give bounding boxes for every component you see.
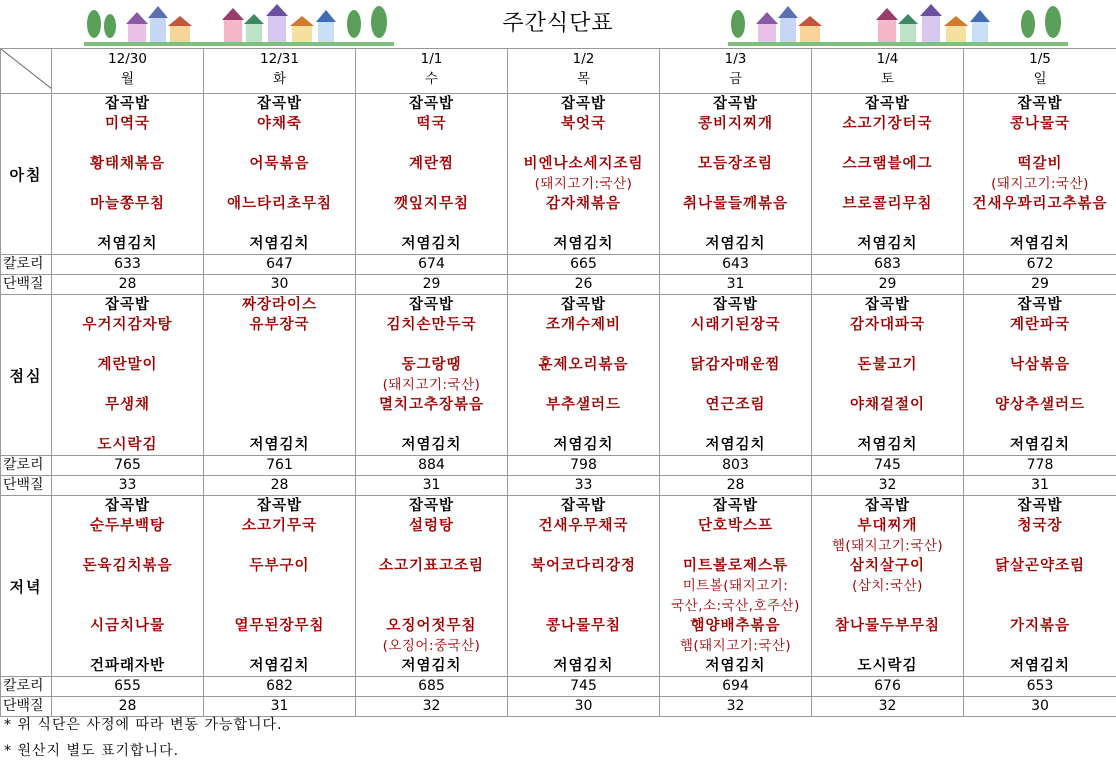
dish-item: 야채죽 [256, 116, 303, 132]
dish-item: 부대찌개 [857, 518, 918, 534]
dish-item: 저염김치 [553, 236, 614, 252]
calorie-value: 647 [204, 255, 356, 275]
dish-item [660, 335, 811, 355]
menu-cell [204, 496, 356, 677]
dish-item: 조개수제비 [545, 317, 622, 333]
dish-item: 소고기표고조림 [378, 558, 485, 574]
dish-item: 멸치고추장볶음 [378, 397, 485, 413]
calorie-value: 653 [964, 677, 1116, 697]
dish-item: 오징어젓무침 [386, 618, 477, 634]
dish-item [508, 596, 659, 616]
day-date: 12/31 [260, 51, 299, 67]
dish-item [660, 134, 811, 154]
dish-item: 취나물들깨볶음 [682, 196, 789, 212]
calorie-value: 683 [812, 255, 964, 275]
dish-item [508, 636, 659, 656]
dish-item: 도시락김 [857, 658, 918, 674]
calorie-row [1, 255, 1116, 275]
menu-cell [356, 295, 508, 456]
protein-label: 단백질 [1, 697, 52, 717]
dish-item: 야채겉절이 [849, 397, 926, 413]
day-weekday: 토 [880, 71, 895, 87]
dish-item: 잡곡밥 [560, 498, 607, 514]
day-weekday: 금 [728, 71, 743, 87]
dish-item [964, 214, 1116, 234]
dish-item: 북어코다리강정 [530, 558, 637, 574]
dish-item: 저염김치 [97, 236, 158, 252]
dish-item: 연근조림 [705, 397, 766, 413]
origin-note: (돼지고기:국산) [534, 176, 633, 192]
dish-item: 저염김치 [249, 437, 310, 453]
dish-item: 시금치나물 [89, 618, 166, 634]
menu-table [0, 48, 1116, 717]
dish-item: 잡곡밥 [560, 297, 607, 313]
origin-note: 미트볼(돼지고기: [682, 578, 789, 594]
dish-item: 우거지감자탕 [82, 317, 173, 333]
calorie-value: 676 [812, 677, 964, 697]
protein-value: 32 [812, 697, 964, 717]
diagonal-line-icon [1, 49, 52, 89]
dish-item: 낙삼볶음 [1009, 357, 1071, 373]
day-weekday: 월 [120, 71, 135, 87]
dish-item: 감자대파국 [849, 317, 926, 333]
dish-item: 저염김치 [1009, 658, 1071, 674]
dish-item [356, 174, 507, 194]
dish-item: 저염김치 [401, 437, 462, 453]
dish-item: 잡곡밥 [712, 96, 759, 112]
menu-cell [52, 295, 204, 456]
calorie-value: 655 [52, 677, 204, 697]
menu-cell [964, 94, 1116, 255]
protein-value: 28 [660, 476, 812, 496]
calorie-value: 682 [204, 677, 356, 697]
dish-item [356, 335, 507, 355]
dish-item: 잡곡밥 [864, 96, 911, 112]
day-header [356, 49, 508, 94]
dish-item: 마늘쫑무침 [89, 196, 166, 212]
protein-value: 28 [204, 476, 356, 496]
dish-item [812, 214, 963, 234]
dish-item: 청국장 [1017, 518, 1063, 534]
dish-item: 미트볼로제스튜 [682, 558, 789, 574]
title-row [0, 0, 1116, 48]
dish-item: 잡곡밥 [408, 498, 455, 514]
origin-note: (돼지고기:국산) [382, 377, 481, 393]
dish-item [508, 415, 659, 435]
dish-item [660, 415, 811, 435]
dish-item [204, 636, 355, 656]
dish-item: 잡곡밥 [408, 96, 455, 112]
dish-item: 저염김치 [705, 437, 766, 453]
dish-item: 저염김치 [553, 658, 614, 674]
dish-item [508, 375, 659, 395]
day-header [508, 49, 660, 94]
calorie-value: 694 [660, 677, 812, 697]
dish-item [52, 134, 203, 154]
dish-item: 잡곡밥 [1017, 498, 1063, 514]
dish-item: 잡곡밥 [712, 297, 759, 313]
dish-item [812, 415, 963, 435]
calorie-value: 778 [964, 456, 1116, 476]
dish-item: 설렁탕 [408, 518, 455, 534]
calorie-value: 745 [508, 677, 660, 697]
dish-item [660, 536, 811, 556]
notes [4, 712, 283, 764]
dish-item: 어묵볶음 [249, 156, 310, 172]
dish-item [204, 576, 355, 596]
dish-item [52, 636, 203, 656]
dish-item: 훈제오리볶음 [538, 357, 629, 373]
origin-note: 국산,소:국산,호주산) [671, 598, 800, 614]
calorie-value: 672 [964, 255, 1116, 275]
protein-value: 32 [812, 476, 964, 496]
day-date: 12/30 [108, 51, 147, 67]
dish-item [356, 415, 507, 435]
header-row [1, 49, 1116, 94]
dish-item [204, 174, 355, 194]
dish-item: 떡국 [416, 116, 447, 132]
dish-item [964, 576, 1116, 596]
day-date: 1/3 [724, 51, 747, 67]
dish-item: 부추샐러드 [545, 397, 622, 413]
dish-item [356, 576, 507, 596]
day-header [660, 49, 812, 94]
protein-value: 26 [508, 275, 660, 295]
menu-cell [52, 496, 204, 677]
dish-item [660, 174, 811, 194]
dish-item: 황태채볶음 [89, 156, 166, 172]
menu-cell [812, 496, 964, 677]
dish-item: 건파래자반 [89, 658, 166, 674]
dish-item: 김치손만두국 [386, 317, 477, 333]
calorie-value: 674 [356, 255, 508, 275]
dish-item: 계란파국 [1009, 317, 1071, 333]
dish-item: 계란찜 [408, 156, 455, 172]
calorie-label: 칼로리 [1, 456, 52, 476]
menu-cell [508, 295, 660, 456]
origin-note: (삼치:국산) [852, 578, 923, 594]
calorie-value: 761 [204, 456, 356, 476]
menu-cell [356, 496, 508, 677]
dish-item: 잡곡밥 [560, 96, 607, 112]
meal-row [1, 295, 1116, 456]
calorie-value: 798 [508, 456, 660, 476]
dish-item [508, 536, 659, 556]
protein-value: 30 [964, 697, 1116, 717]
dish-item: 도시락김 [97, 437, 158, 453]
day-date: 1/2 [572, 51, 595, 67]
note-2: * 원산지 별도 표기합니다. [4, 743, 180, 759]
dish-item [52, 174, 203, 194]
menu-cell [204, 94, 356, 255]
page-title: 주간식단표 [502, 11, 614, 36]
dish-item: 참나물두부무침 [834, 618, 941, 634]
dish-item [812, 636, 963, 656]
dish-item: 저염김치 [553, 437, 614, 453]
menu-cell [508, 94, 660, 255]
dish-item: 잡곡밥 [408, 297, 455, 313]
dish-item: 건새우무채국 [538, 518, 629, 534]
dish-item [508, 214, 659, 234]
calorie-value: 665 [508, 255, 660, 275]
dish-item: 닭살곤약조림 [994, 558, 1086, 574]
day-date: 1/1 [420, 51, 443, 67]
dish-item [204, 536, 355, 556]
origin-note: 햄(돼지고기:국산) [831, 538, 944, 554]
dish-item: 삼치살구이 [849, 558, 926, 574]
dish-item [660, 214, 811, 234]
protein-value: 31 [660, 275, 812, 295]
dish-item [204, 214, 355, 234]
origin-note: 햄(돼지고기:국산) [679, 638, 792, 654]
dish-item [204, 375, 355, 395]
dish-item [356, 596, 507, 616]
meal-label: 아침 [1, 94, 52, 255]
meal-row [1, 94, 1116, 255]
meal-label: 점심 [1, 295, 52, 456]
day-weekday: 일 [1033, 71, 1047, 87]
dish-item [356, 134, 507, 154]
dish-item: 열무된장무침 [234, 618, 325, 634]
menu-cell [660, 295, 812, 456]
dish-item: 잡곡밥 [864, 297, 911, 313]
dish-item [508, 134, 659, 154]
dish-item [52, 214, 203, 234]
dish-item: 애느타리초무침 [226, 196, 333, 212]
dish-item [508, 576, 659, 596]
day-date: 1/4 [876, 51, 899, 67]
dish-item: 브로콜리무침 [842, 196, 933, 212]
dish-item: 저염김치 [857, 437, 918, 453]
dish-item: 저염김치 [1009, 437, 1071, 453]
dish-item [508, 335, 659, 355]
dish-item: 저염김치 [857, 236, 918, 252]
calorie-label: 칼로리 [1, 677, 52, 697]
dish-item [812, 134, 963, 154]
dish-item: 가지볶음 [1009, 618, 1071, 634]
dish-item [660, 375, 811, 395]
menu-cell [204, 295, 356, 456]
protein-value: 32 [356, 697, 508, 717]
dish-item: 짜장라이스 [241, 297, 318, 313]
meal-row [1, 496, 1116, 677]
note-1: * 위 식단은 사정에 따라 변동 가능합니다. [4, 717, 283, 733]
dish-item: 깻잎지무침 [393, 196, 470, 212]
dish-item: 시래기된장국 [690, 317, 781, 333]
calorie-value: 685 [356, 677, 508, 697]
protein-value: 31 [204, 697, 356, 717]
dish-item [204, 335, 355, 355]
calorie-value: 803 [660, 456, 812, 476]
dish-item: 무생채 [104, 397, 151, 413]
dish-item [52, 375, 203, 395]
calorie-row [1, 677, 1116, 697]
dish-item: 잡곡밥 [1017, 96, 1063, 112]
protein-value: 30 [508, 697, 660, 717]
protein-label: 단백질 [1, 476, 52, 496]
dish-item: 건새우꽈리고추볶음 [972, 196, 1108, 212]
dish-item: 저염김치 [705, 236, 766, 252]
dish-item [204, 395, 355, 415]
dish-item [204, 355, 355, 375]
dish-item: 닭감자매운찜 [690, 357, 781, 373]
protein-value: 29 [964, 275, 1116, 295]
dish-item: 저염김치 [401, 236, 462, 252]
dish-item [204, 415, 355, 435]
dish-item: 저염김치 [1009, 236, 1071, 252]
dish-item: 저염김치 [705, 658, 766, 674]
protein-value: 31 [964, 476, 1116, 496]
dish-item: 돈육김치볶음 [82, 558, 173, 574]
protein-value: 28 [52, 275, 204, 295]
dish-item [52, 536, 203, 556]
dish-item: 단호박스프 [697, 518, 774, 534]
menu-cell [964, 496, 1116, 677]
origin-note: (오징어:중국산) [382, 638, 481, 654]
dish-item [812, 174, 963, 194]
menu-cell [812, 94, 964, 255]
dish-item: 잡곡밥 [256, 498, 303, 514]
dish-item: 미역국 [104, 116, 151, 132]
day-header [812, 49, 964, 94]
day-date: 1/5 [1029, 51, 1051, 67]
calorie-label: 칼로리 [1, 255, 52, 275]
protein-value: 28 [52, 697, 204, 717]
menu-cell [356, 94, 508, 255]
calorie-value: 643 [660, 255, 812, 275]
day-weekday: 목 [576, 71, 591, 87]
dish-item: 잡곡밥 [104, 498, 151, 514]
dish-item [964, 134, 1116, 154]
dish-item [964, 415, 1116, 435]
protein-value: 33 [52, 476, 204, 496]
dish-item: 잡곡밥 [256, 96, 303, 112]
dish-item: 계란말이 [97, 357, 158, 373]
calorie-row [1, 456, 1116, 476]
dish-item: 감자채볶음 [545, 196, 622, 212]
calorie-value: 765 [52, 456, 204, 476]
menu-cell [660, 94, 812, 255]
dish-item: 순두부백탕 [89, 518, 166, 534]
dish-item: 잡곡밥 [712, 498, 759, 514]
protein-value: 29 [356, 275, 508, 295]
dish-item [812, 596, 963, 616]
dish-item [52, 335, 203, 355]
dish-item: 저염김치 [249, 236, 310, 252]
day-header [964, 49, 1116, 94]
dish-item: 두부구이 [249, 558, 310, 574]
dish-item: 콩나물무침 [545, 618, 622, 634]
dish-item: 잡곡밥 [104, 96, 151, 112]
protein-value: 32 [660, 697, 812, 717]
dish-item: 북엇국 [560, 116, 607, 132]
protein-value: 31 [356, 476, 508, 496]
dish-item: 잡곡밥 [104, 297, 151, 313]
calorie-value: 884 [356, 456, 508, 476]
origin-note: (돼지고기:국산) [991, 176, 1089, 192]
dish-item [812, 375, 963, 395]
protein-label: 단백질 [1, 275, 52, 295]
dish-item: 동그랑땡 [401, 357, 462, 373]
dish-item: 떡갈비 [1017, 156, 1063, 172]
dish-item [964, 335, 1116, 355]
menu-cell [52, 94, 204, 255]
meal-label: 저녁 [1, 496, 52, 677]
dish-item: 스크램블에그 [842, 156, 933, 172]
dish-item: 유부장국 [249, 317, 310, 333]
day-weekday: 수 [424, 71, 439, 87]
dish-item [204, 596, 355, 616]
dish-item: 양상추샐러드 [994, 397, 1086, 413]
calorie-value: 633 [52, 255, 204, 275]
dish-item [964, 375, 1116, 395]
calorie-value: 745 [812, 456, 964, 476]
dish-item: 콩나물국 [1009, 116, 1071, 132]
day-weekday: 화 [272, 71, 287, 87]
dish-item [52, 576, 203, 596]
menu-cell [812, 295, 964, 456]
dish-item: 잡곡밥 [864, 498, 911, 514]
dish-item: 돈불고기 [857, 357, 918, 373]
protein-value: 30 [204, 275, 356, 295]
dish-item [204, 134, 355, 154]
dish-item [52, 596, 203, 616]
protein-row [1, 476, 1116, 496]
dish-item [52, 415, 203, 435]
dish-item [812, 335, 963, 355]
dish-item: 소고기무국 [241, 518, 318, 534]
day-header [204, 49, 356, 94]
dish-item: 모듬장조림 [697, 156, 774, 172]
dish-item [356, 536, 507, 556]
dish-item [964, 596, 1116, 616]
dish-item [964, 636, 1116, 656]
protein-value: 29 [812, 275, 964, 295]
dish-item: 저염김치 [249, 658, 310, 674]
corner-cell [1, 49, 52, 94]
dish-item: 잡곡밥 [1017, 297, 1063, 313]
dish-item: 소고기장터국 [842, 116, 933, 132]
menu-cell [964, 295, 1116, 456]
dish-item: 비엔나소세지조림 [523, 156, 644, 172]
dish-item: 저염김치 [401, 658, 462, 674]
dish-item [356, 214, 507, 234]
dish-item: 콩비지찌개 [697, 116, 774, 132]
menu-cell [660, 496, 812, 677]
dish-item: 햄양배추볶음 [690, 618, 781, 634]
menu-cell [508, 496, 660, 677]
protein-value: 33 [508, 476, 660, 496]
protein-row [1, 275, 1116, 295]
day-header [52, 49, 204, 94]
dish-item [964, 536, 1116, 556]
